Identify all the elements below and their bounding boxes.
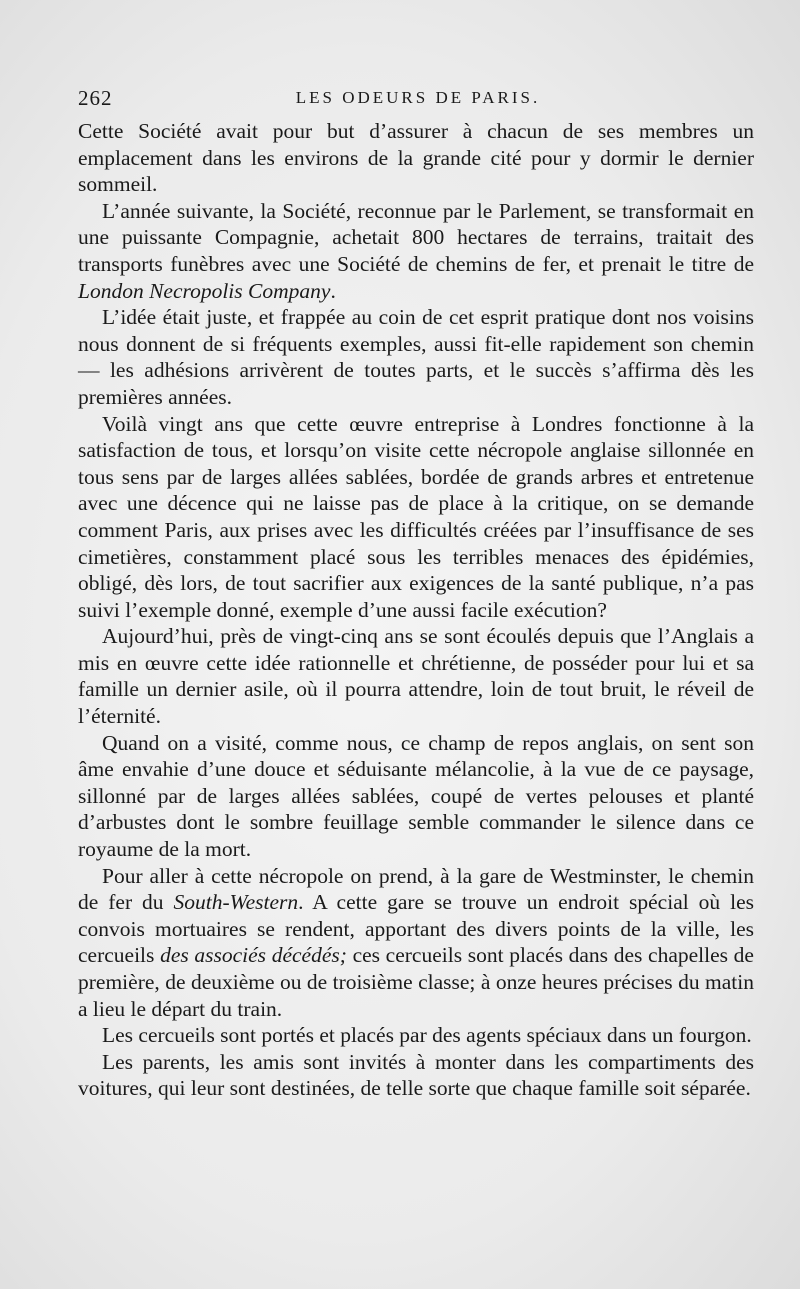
- paragraph-text: Les cercueils sont portés et placés par des agents spéciaux dans un fourgon.: [102, 1023, 752, 1048]
- paragraph-text: .: [330, 278, 336, 303]
- paragraph-text: L’idée était juste, et frappée au coin de cet esprit pratique dont nos voisins nous donnent de si fréquents exemples, aussi fit-elle rapidement son chemin — les adhésions arrivèrent de toutes parts, et le succès s’affirma dès les premières années.: [78, 305, 754, 409]
- associates-italic: des associés décédés;: [160, 943, 347, 968]
- body-text: [78, 118, 754, 1102]
- page-number: 262: [78, 86, 113, 110]
- paragraph-3: [78, 304, 754, 410]
- paragraph-text: Pour aller à cette nécropole on prend, à la gare de Westminster, le chemin de fer du: [78, 863, 754, 915]
- paragraph-text: Les parents, les amis sont invités à monter dans les compartiments des voitures, qui leur sont destinées, de telle sorte que chaque famille soit séparée.: [78, 1049, 754, 1101]
- paragraph-text: Cette Société avait pour but d’assurer à chacun de ses membres un emplacement dans les environs de la grande cité pour y dormir le dernier sommeil.: [78, 119, 754, 197]
- paragraph-text: Quand on a visité, comme nous, ce champ de repos anglais, on sent son âme envahie d’une douce et séduisante mélancolie, à la vue de ce paysage, sillonné par de larges allées sablées, coupé de vertes pelouses et planté d’arbustes dont le sombre feuillage semble commander le silence dans ce royaume de la mort.: [78, 730, 754, 862]
- paragraph-1: [78, 118, 754, 198]
- paragraph-7: [78, 863, 754, 1023]
- page-header: [78, 86, 758, 116]
- paragraph-text: L’année suivante, la Société, reconnue par le Parlement, se transformait en une puissante Compagnie, achetait 800 hectares de terrains, traitait des transports funèbres avec une Société de chemins de fer, et prenait le titre de: [78, 198, 754, 276]
- paragraph-text: ces cercueils sont placés dans des chapelles de première, de deuxième ou de troisième classe; à onze heures précises du matin a lieu le départ du train.: [78, 943, 754, 1021]
- paragraph-9: [78, 1049, 754, 1102]
- paragraph-6: [78, 730, 754, 863]
- paragraph-5: [78, 623, 754, 729]
- paragraph-4: [78, 411, 754, 624]
- running-head: LES ODEURS DE PARIS.: [295, 88, 541, 107]
- paragraph-text: Voilà vingt ans que cette œuvre entreprise à Londres fonctionne à la satisfaction de tous, et lorsqu’on visite cette nécropole anglaise sillonnée en tous sens par de larges allées sablées, bordée de grands arbres et entretenue avec une décence qui ne laisse pas de place à la critique, on se demande comment Paris, aux prises avec les difficultés créées par l’insuffisance de ses cimetières, constamment placé sous les terribles menaces des épidémies, obligé, dès lors, de tout sacrifier aux exigences de la santé publique, n’a pas suivi l’exemple donné, exemple d’une aussi facile exécution?: [78, 411, 754, 622]
- railway-name-italic: South-Western: [173, 890, 299, 915]
- paragraph-text: Aujourd’hui, près de vingt-cinq ans se sont écoulés depuis que l’Anglais a mis en œuvre cette idée rationnelle et chrétienne, de posséder pour lui et sa famille un dernier asile, où il pourra attendre, loin de tout bruit, le réveil de l’éternité.: [78, 624, 754, 729]
- paragraph-2: [78, 198, 754, 304]
- company-name-italic: London Necropolis Company: [78, 278, 331, 303]
- paragraph-text: . A cette gare se trouve un endroit spécial où les convois mortuaires se rendent, apportant des divers points de la ville, les cercueils: [78, 890, 754, 968]
- paragraph-8: [78, 1022, 754, 1049]
